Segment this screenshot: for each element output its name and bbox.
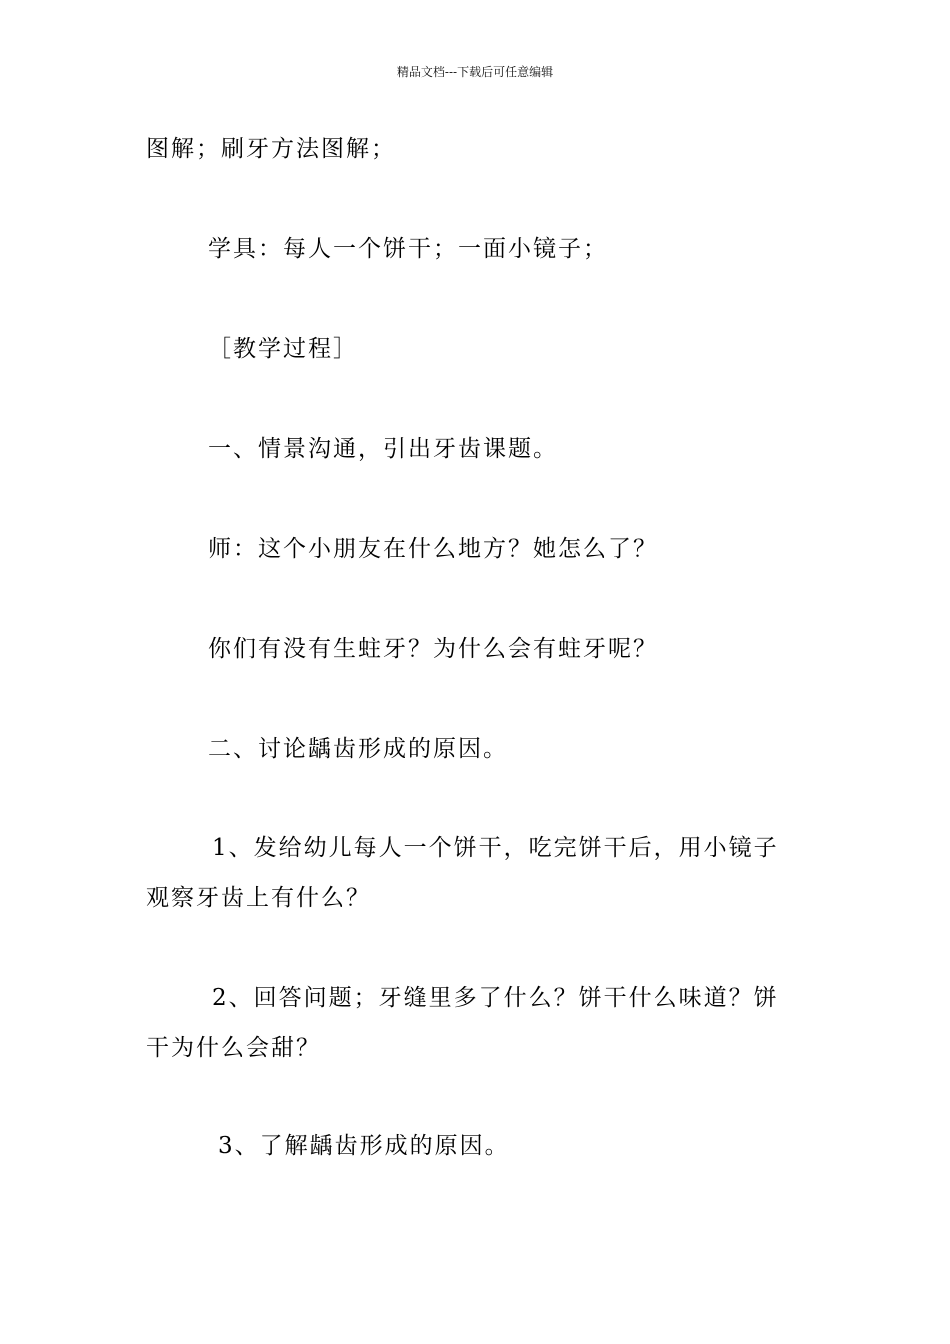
list-item-3: 3、了解龋齿形成的原因。 bbox=[218, 1133, 510, 1159]
paragraph-line-6: 你们有没有生蛀牙？为什么会有蛀牙呢？ bbox=[208, 636, 658, 662]
list-item-1-line-2: 观察牙齿上有什么？ bbox=[146, 885, 371, 911]
paragraph-line-1: 图解；刷牙方法图解； bbox=[146, 136, 396, 162]
section-heading-teaching-process: ［教学过程］ bbox=[208, 336, 358, 362]
paragraph-line-5: 师：这个小朋友在什么地方？她怎么了？ bbox=[208, 536, 658, 562]
paragraph-line-2: 学具：每人一个饼干；一面小镜子； bbox=[208, 236, 608, 262]
list-item-1-line-1: 1、发给幼儿每人一个饼干，吃完饼干后，用小镜子 bbox=[212, 835, 779, 861]
page-header: 精品文档---下载后可任意编辑 bbox=[396, 65, 554, 79]
section-heading-1: 一、情景沟通，引出牙齿课题。 bbox=[208, 436, 558, 462]
section-heading-2: 二、讨论龋齿形成的原因。 bbox=[208, 736, 508, 762]
list-item-2-line-2: 干为什么会甜？ bbox=[146, 1035, 321, 1061]
list-item-2-line-1: 2、回答问题；牙缝里多了什么？饼干什么味道？饼 bbox=[212, 985, 779, 1011]
